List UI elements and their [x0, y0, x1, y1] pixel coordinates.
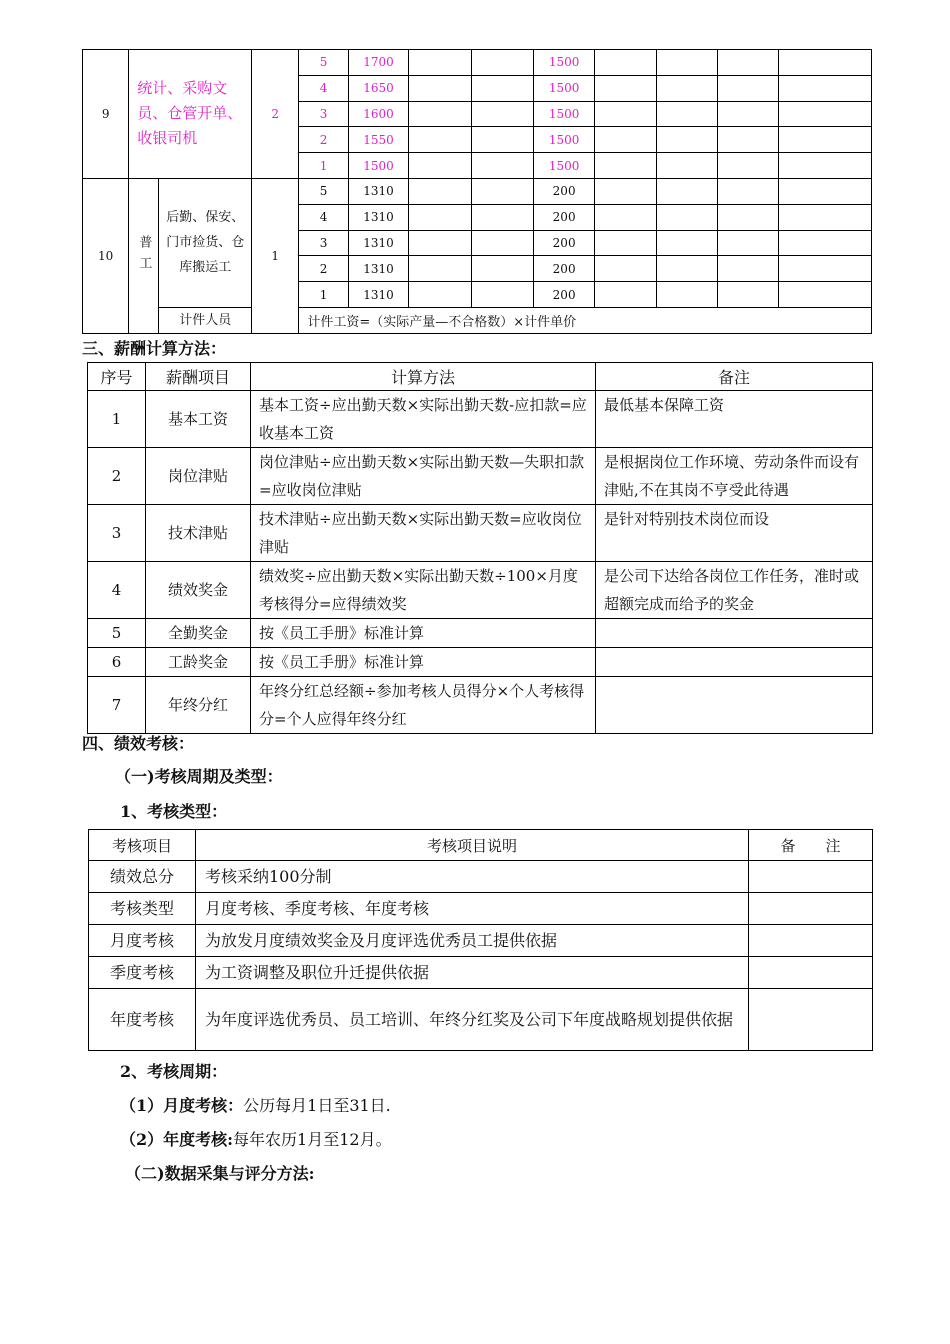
blank-cell — [656, 204, 717, 230]
review-type-table — [88, 829, 873, 1051]
blank-cell — [471, 50, 533, 76]
blank-cell — [595, 127, 656, 153]
table-row — [88, 648, 873, 677]
row-number: 6 — [88, 648, 146, 677]
blank-cell — [471, 178, 533, 204]
grade: 3 — [299, 230, 349, 256]
remark: 是公司下达给各岗位工作任务，准时或超额完成而给予的奖金 — [596, 562, 873, 619]
salary-grade-table — [82, 49, 872, 334]
remark — [596, 648, 873, 677]
allowance: 200 — [533, 256, 594, 282]
review-note — [749, 989, 873, 1051]
blank-cell — [595, 204, 656, 230]
grade: 2 — [299, 256, 349, 282]
blank-cell — [717, 256, 778, 282]
blank-cell — [656, 230, 717, 256]
blank-cell — [717, 153, 778, 179]
base-salary: 1650 — [348, 75, 408, 101]
remark: 是针对特别技术岗位而设 — [596, 505, 873, 562]
monthly-period — [120, 1093, 391, 1116]
review-desc: 为年度评选优秀员、员工培训、年终分红奖及公司下年度战略规划提供依据 — [196, 989, 749, 1051]
calc-method: 按《员工手册》标准计算 — [251, 648, 596, 677]
blank-cell — [595, 178, 656, 204]
base-salary: 1310 — [348, 256, 408, 282]
row-number: 1 — [88, 391, 146, 448]
blank-cell — [779, 153, 872, 179]
blank-cell — [409, 204, 471, 230]
salary-item: 年终分红 — [146, 677, 251, 734]
blank-cell — [409, 127, 471, 153]
base-salary: 1310 — [348, 178, 408, 204]
table-row — [89, 925, 873, 957]
blank-cell — [471, 256, 533, 282]
allowance: 1500 — [533, 127, 594, 153]
blank-cell — [595, 75, 656, 101]
annual-period-label: （2）年度考核: — [120, 1130, 234, 1149]
grade: 3 — [299, 101, 349, 127]
review-desc: 月度考核、季度考核、年度考核 — [196, 893, 749, 925]
grade: 5 — [299, 50, 349, 76]
row-number: 4 — [88, 562, 146, 619]
grade: 1 — [299, 153, 349, 179]
review-desc: 为放发月度绩效奖金及月度评选优秀员工提供依据 — [196, 925, 749, 957]
table-row — [88, 677, 873, 734]
column-header: 备注 — [596, 363, 873, 391]
blank-cell — [656, 75, 717, 101]
blank-cell — [409, 230, 471, 256]
subsection-heading: （二)数据采集与评分方法: — [125, 1164, 315, 1183]
table-header-row — [89, 830, 873, 861]
table-row — [83, 178, 872, 204]
salary-item: 技术津贴 — [146, 505, 251, 562]
blank-cell — [656, 127, 717, 153]
job-title: 统计、采购文员、仓管开单、收银司机 — [129, 50, 252, 179]
table-row — [83, 307, 872, 333]
section-heading: 四、绩效考核： — [82, 734, 195, 753]
blank-cell — [595, 230, 656, 256]
annual-period-text: 每年农历1月至12月。 — [233, 1130, 392, 1149]
calc-method: 基本工资÷应出勤天数×实际出勤天数-应扣款=应收基本工资 — [251, 391, 596, 448]
calc-method: 岗位津贴÷应出勤天数×实际出勤天数—失职扣款=应收岗位津贴 — [251, 448, 596, 505]
blank-cell — [656, 101, 717, 127]
row-number: 5 — [88, 619, 146, 648]
salary-item: 基本工资 — [146, 391, 251, 448]
calc-method: 按《员工手册》标准计算 — [251, 619, 596, 648]
review-item: 季度考核 — [89, 957, 196, 989]
blank-cell — [595, 256, 656, 282]
calc-method: 技术津贴÷应出勤天数×实际出勤天数=应收岗位津贴 — [251, 505, 596, 562]
row-number: 7 — [88, 677, 146, 734]
blank-cell — [409, 282, 471, 308]
base-salary: 1310 — [348, 282, 408, 308]
row-number: 2 — [88, 448, 146, 505]
blank-cell — [471, 204, 533, 230]
blank-cell — [717, 230, 778, 256]
blank-cell — [409, 50, 471, 76]
allowance: 200 — [533, 178, 594, 204]
allowance: 200 — [533, 230, 594, 256]
calc-method: 绩效奖÷应出勤天数×实际出勤天数÷100×月度考核得分=应得绩效奖 — [251, 562, 596, 619]
column-header: 序号 — [88, 363, 146, 391]
row-number: 9 — [83, 50, 129, 179]
blank-cell — [779, 204, 872, 230]
base-salary: 1700 — [348, 50, 408, 76]
column-header: 薪酬项目 — [146, 363, 251, 391]
subsection-heading: 1、考核类型： — [120, 802, 228, 821]
blank-cell — [409, 75, 471, 101]
blank-cell — [779, 256, 872, 282]
blank-cell — [656, 178, 717, 204]
blank-cell — [409, 256, 471, 282]
blank-cell — [595, 101, 656, 127]
blank-cell — [779, 282, 872, 308]
table-row — [88, 505, 873, 562]
column-header: 计算方法 — [251, 363, 596, 391]
row-number: 10 — [83, 178, 129, 333]
allowance: 1500 — [533, 153, 594, 179]
base-salary: 1600 — [348, 101, 408, 127]
base-salary: 1310 — [348, 204, 408, 230]
blank-cell — [779, 127, 872, 153]
blank-cell — [471, 75, 533, 101]
blank-cell — [409, 153, 471, 179]
blank-cell — [595, 50, 656, 76]
monthly-period-label: （1）月度考核： — [120, 1096, 244, 1115]
salary-item: 工龄奖金 — [146, 648, 251, 677]
allowance: 200 — [533, 282, 594, 308]
table-row — [88, 391, 873, 448]
piece-worker-label: 计件人员 — [159, 307, 252, 333]
table-row — [88, 448, 873, 505]
subsection-heading: （一)考核周期及类型： — [115, 767, 283, 786]
blank-cell — [471, 282, 533, 308]
review-note — [749, 925, 873, 957]
blank-cell — [717, 75, 778, 101]
salary-calc-table — [87, 362, 873, 734]
blank-cell — [779, 75, 872, 101]
column-header: 备 注 — [749, 830, 873, 861]
salary-item: 绩效奖金 — [146, 562, 251, 619]
review-item: 月度考核 — [89, 925, 196, 957]
remark — [596, 677, 873, 734]
column-header: 考核项目 — [89, 830, 196, 861]
base-salary: 1550 — [348, 127, 408, 153]
subsection-heading: 2、考核周期： — [120, 1062, 228, 1081]
blank-cell — [779, 50, 872, 76]
salary-item: 岗位津贴 — [146, 448, 251, 505]
table-row — [89, 893, 873, 925]
table-row — [83, 50, 872, 76]
base-salary: 1500 — [348, 153, 408, 179]
row-number: 3 — [88, 505, 146, 562]
table-row — [89, 861, 873, 893]
remark: 最低基本保障工资 — [596, 391, 873, 448]
grade: 1 — [299, 282, 349, 308]
table-row — [89, 957, 873, 989]
review-item: 绩效总分 — [89, 861, 196, 893]
blank-cell — [656, 256, 717, 282]
blank-cell — [717, 50, 778, 76]
blank-cell — [779, 178, 872, 204]
blank-cell — [471, 230, 533, 256]
section-heading: 三、薪酬计算方法： — [82, 339, 227, 358]
job-category: 普工 — [129, 178, 159, 333]
job-title: 后勤、保安、门市捡货、仓库搬运工 — [159, 178, 252, 307]
monthly-period-text: 公历每月1日至31日. — [243, 1096, 391, 1115]
blank-cell — [779, 101, 872, 127]
table-header-row — [88, 363, 873, 391]
allowance: 200 — [533, 204, 594, 230]
review-note — [749, 861, 873, 893]
blank-cell — [471, 153, 533, 179]
blank-cell — [595, 153, 656, 179]
allowance: 1500 — [533, 75, 594, 101]
table-row — [88, 562, 873, 619]
blank-cell — [656, 282, 717, 308]
annual-period — [120, 1127, 392, 1150]
blank-cell — [717, 204, 778, 230]
coefficient: 1 — [251, 178, 298, 333]
blank-cell — [471, 101, 533, 127]
blank-cell — [409, 178, 471, 204]
salary-item: 全勤奖金 — [146, 619, 251, 648]
blank-cell — [717, 127, 778, 153]
table-row — [88, 619, 873, 648]
table-row — [89, 989, 873, 1051]
base-salary: 1310 — [348, 230, 408, 256]
blank-cell — [656, 50, 717, 76]
review-item: 年度考核 — [89, 989, 196, 1051]
review-note — [749, 957, 873, 989]
blank-cell — [656, 153, 717, 179]
blank-cell — [779, 230, 872, 256]
review-desc: 为工资调整及职位升迁提供依据 — [196, 957, 749, 989]
grade: 2 — [299, 127, 349, 153]
remark — [596, 619, 873, 648]
grade: 4 — [299, 75, 349, 101]
blank-cell — [717, 282, 778, 308]
coefficient: 2 — [251, 50, 298, 179]
blank-cell — [717, 178, 778, 204]
grade: 4 — [299, 204, 349, 230]
piece-wage-formula: 计件工资=（实际产量—不合格数）×计件单价 — [299, 307, 872, 333]
review-desc: 考核采纳100分制 — [196, 861, 749, 893]
grade: 5 — [299, 178, 349, 204]
blank-cell — [595, 282, 656, 308]
blank-cell — [717, 101, 778, 127]
remark: 是根据岗位工作环境、劳动条件而设有津贴,不在其岗不亨受此待遇 — [596, 448, 873, 505]
review-item: 考核类型 — [89, 893, 196, 925]
column-header: 考核项目说明 — [196, 830, 749, 861]
allowance: 1500 — [533, 50, 594, 76]
blank-cell — [471, 127, 533, 153]
allowance: 1500 — [533, 101, 594, 127]
blank-cell — [409, 101, 471, 127]
review-note — [749, 893, 873, 925]
calc-method: 年终分红总经额÷参加考核人员得分×个人考核得分=个人应得年终分红 — [251, 677, 596, 734]
